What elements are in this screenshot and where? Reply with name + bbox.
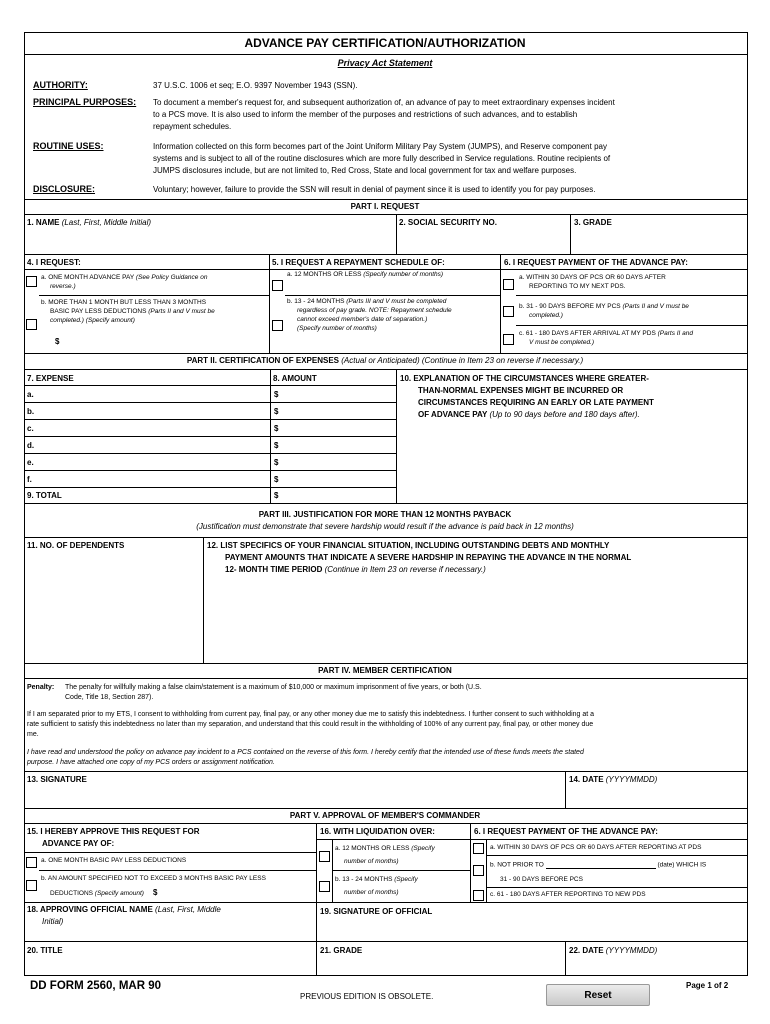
- request-multi-month-checkbox[interactable]: [26, 319, 37, 330]
- divider: [24, 385, 396, 386]
- official-name-field[interactable]: [26, 928, 314, 940]
- amount-field-total[interactable]: [284, 489, 394, 502]
- payment-label: 6. I REQUEST PAYMENT OF THE ADVANCE PAY:: [504, 258, 688, 267]
- repay-13-24-line-4: (Specify number of months): [297, 325, 377, 332]
- expense-row-f: f.: [27, 475, 32, 484]
- repay-13-24-months-checkbox[interactable]: [272, 320, 283, 331]
- approve-within-30-text: a. WITHIN 30 DAYS OF PCS OR 60 DAYS AFTER REPORTING AT PDS: [490, 844, 702, 851]
- payment-within-30-checkbox[interactable]: [503, 279, 514, 290]
- payment-61-180-line-2: V must be completed.): [529, 339, 595, 346]
- grade-label: 3. GRADE: [574, 218, 612, 227]
- repay-13-24-line-1: b. 13 - 24 MONTHS (Parts III and V must be completed: [287, 298, 447, 305]
- approve-amount-checkbox[interactable]: [26, 880, 37, 891]
- amount-field-f[interactable]: [284, 472, 394, 486]
- divider: [316, 839, 748, 840]
- divider: [24, 487, 396, 488]
- member-date-label: 14. DATE (YYYYMMDD): [569, 775, 658, 784]
- official-signature-field[interactable]: [318, 919, 746, 940]
- approve-amount-line-2: DEDUCTIONS (Specify amount) $: [50, 888, 158, 897]
- consent-line-2: rate sufficient to satisfy this indebtedness no later than my separation, and understand that this could result in the withholding of 100% of any current pay, final pay, or other money due: [27, 721, 594, 728]
- name-label: 1. NAME (Last, First, Middle Initial): [27, 218, 152, 227]
- request-label: 4. I REQUEST:: [27, 258, 81, 267]
- approve-61-180-checkbox[interactable]: [473, 890, 484, 901]
- name-field[interactable]: [26, 229, 394, 252]
- signature-label: 13. SIGNATURE: [27, 775, 87, 784]
- obsolete-notice: PREVIOUS EDITION IS OBSOLETE.: [300, 992, 434, 1001]
- official-signature-label: 19. SIGNATURE OF OFFICIAL: [320, 907, 433, 916]
- amount-field-d[interactable]: [284, 438, 394, 452]
- liquidation-13-24-hint: number of months): [344, 889, 399, 896]
- expense-field-c[interactable]: [40, 421, 268, 435]
- approve-one-month-text: a. ONE MONTH BASIC PAY LESS DEDUCTIONS: [41, 857, 187, 864]
- amount-field-b[interactable]: [284, 404, 394, 418]
- routine-line-2: systems and is subject to all of the routine disclosures which are more fully described in Service regulations. Routine recipients of: [153, 154, 611, 163]
- divider: [24, 254, 748, 255]
- approve-amount-line-1: b. AN AMOUNT SPECIFIED NOT TO EXCEED 3 MONTHS BASIC PAY LESS: [41, 875, 266, 882]
- specifics-field[interactable]: [207, 579, 745, 661]
- form-title: ADVANCE PAY CERTIFICATION/AUTHORIZATION: [244, 36, 526, 50]
- request-amount-dollar: $: [55, 337, 60, 346]
- divider: [24, 537, 748, 538]
- official-date-field[interactable]: [567, 957, 746, 974]
- expense-row-c: c.: [27, 424, 34, 433]
- approve-line-1: 15. I HEREBY APPROVE THIS REQUEST FOR: [27, 827, 200, 836]
- routine-label: ROUTINE USES:: [33, 141, 104, 151]
- policy-line-2: purpose. I have attached one copy of my PCS orders or assignment notification.: [27, 759, 275, 766]
- payment-61-180-line-1: c. 61 - 180 DAYS AFTER ARRIVAL AT MY PDS (Parts II and: [519, 330, 694, 337]
- part4-heading: PART IV. MEMBER CERTIFICATION: [318, 666, 452, 675]
- liquidation-12-months-checkbox[interactable]: [319, 851, 330, 862]
- divider: [516, 295, 748, 296]
- payment-31-90-line-2: completed.): [529, 312, 563, 319]
- divider: [24, 663, 748, 664]
- divider: [24, 678, 748, 679]
- part1-heading: PART I. REQUEST: [350, 202, 420, 211]
- repay-12-months-field[interactable]: [287, 282, 497, 293]
- payment-within-30-line-2: REPORTING TO MY NEXT PDS.: [529, 283, 626, 290]
- expense-field-a[interactable]: [40, 387, 268, 401]
- member-signature-field[interactable]: [26, 786, 563, 806]
- specifics-line-1: 12. LIST SPECIFICS OF YOUR FINANCIAL SITUATION, INCLUDING OUTSTANDING DEBTS AND MONTHLY: [207, 541, 610, 550]
- expense-row-e: e.: [27, 458, 34, 467]
- repay-13-24-line-2: regardless of pay grade. NOTE: Repayment schedule: [297, 307, 452, 314]
- part5-heading: PART V. APPROVAL OF MEMBER'S COMMANDER: [289, 811, 481, 820]
- divider: [316, 941, 317, 976]
- amount-dollar-a: $: [274, 390, 279, 399]
- amount-field-e[interactable]: [284, 455, 394, 469]
- grade-field[interactable]: [572, 229, 746, 252]
- request-one-month-hint: reverse.): [50, 283, 76, 290]
- repay-13-24-line-3: cannot exceed member's date of separation.): [297, 316, 428, 323]
- request-one-month-text: a. ONE MONTH ADVANCE PAY (See Policy Guidance on: [41, 274, 208, 281]
- official-name-hint: Initial): [42, 917, 64, 926]
- repay-13-24-field[interactable]: [287, 335, 497, 350]
- divider: [24, 436, 396, 437]
- divider: [24, 453, 396, 454]
- amount-dollar-f: $: [274, 475, 279, 484]
- policy-line-1: I have read and understood the policy on advance pay incident to a PCS contained on the reverse of this form. I hereby certify that the intended use of these funds meets the stated: [27, 749, 584, 756]
- divider: [24, 402, 396, 403]
- expense-field-d[interactable]: [40, 438, 268, 452]
- specifics-line-2: PAYMENT AMOUNTS THAT INDICATE A SEVERE HARDSHIP IN REPAYING THE ADVANCE IN THE NORMAL: [225, 553, 632, 562]
- reset-button[interactable]: Reset: [546, 984, 650, 1006]
- divider: [24, 199, 748, 200]
- divider: [203, 537, 204, 663]
- dependents-label: 11. NO. OF DEPENDENTS: [27, 541, 125, 550]
- form-id: DD FORM 2560, MAR 90: [30, 980, 162, 992]
- privacy-heading: Privacy Act Statement: [337, 58, 433, 68]
- official-name-label: 18. APPROVING OFFICIAL NAME (Last, First, Middle: [27, 905, 221, 914]
- divider: [24, 902, 748, 903]
- part3-heading: PART III. JUSTIFICATION FOR MORE THAN 12 MONTHS PAYBACK: [258, 510, 512, 519]
- title-label: 20. TITLE: [27, 946, 63, 955]
- divider: [570, 214, 571, 254]
- divider: [486, 855, 748, 856]
- divider: [24, 419, 396, 420]
- explain-line-4: OF ADVANCE PAY (Up to 90 days before and 180 days after).: [418, 410, 640, 419]
- official-grade-field[interactable]: [318, 957, 563, 974]
- divider: [516, 325, 748, 326]
- penalty-line-2: Code, Title 18, Section 287).: [65, 694, 154, 701]
- divider: [39, 295, 269, 296]
- purposes-line-1: To document a member's request for, and subsequent authorization of, an advance of pay to meet extraordinary expenses incident: [153, 98, 615, 107]
- approve-payment-label: 6. I REQUEST PAYMENT OF THE ADVANCE PAY:: [474, 827, 658, 836]
- explain-line-2: THAN-NORMAL EXPENSES MIGHT BE INCURRED OR: [418, 386, 624, 395]
- divider: [486, 839, 487, 902]
- divider: [396, 214, 397, 254]
- liquidation-13-24-checkbox[interactable]: [319, 881, 330, 892]
- expense-row-a: a.: [27, 390, 34, 399]
- request-multi-month-line-1: b. MORE THAN 1 MONTH BUT LESS THAN 3 MONTHS: [41, 299, 207, 306]
- liquidation-13-24-text: b. 13 - 24 MONTHS (Specify: [335, 876, 418, 883]
- divider: [24, 214, 748, 215]
- divider: [24, 771, 748, 772]
- divider: [24, 941, 748, 942]
- divider: [486, 887, 748, 888]
- divider: [24, 369, 748, 370]
- divider: [470, 823, 471, 902]
- divider: [24, 470, 396, 471]
- official-date-label: 22. DATE (YYYYMMDD): [569, 946, 658, 955]
- amount-dollar-b: $: [274, 407, 279, 416]
- amount-dollar-e: $: [274, 458, 279, 467]
- payment-61-180-checkbox[interactable]: [503, 334, 514, 345]
- purposes-line-2: to a PCS move. It is also used to inform the member of the purposes and restrictions of such advances, and to establish: [153, 110, 578, 119]
- specifics-line-3: 12- MONTH TIME PERIOD (Continue in Item 23 on reverse if necessary.): [225, 565, 486, 574]
- disclosure-label: DISCLOSURE:: [33, 184, 96, 194]
- liquidation-12-months-text: a. 12 MONTHS OR LESS (Specify: [335, 845, 435, 852]
- divider: [24, 54, 748, 55]
- expense-field-b[interactable]: [40, 404, 268, 418]
- divider: [332, 870, 470, 871]
- expense-row-b: b.: [27, 407, 35, 416]
- dependents-field[interactable]: [26, 554, 201, 660]
- divider: [39, 870, 316, 871]
- payment-31-90-line-1: b. 31 - 90 DAYS BEFORE MY PCS (Parts II and V must be: [519, 303, 689, 310]
- total-label: 9. TOTAL: [27, 491, 62, 500]
- explain-line-3: CIRCUMSTANCES REQUIRING AN EARLY OR LATE PAYMENT: [418, 398, 654, 407]
- payment-within-30-line-1: a. WITHIN 30 DAYS OF PCS OR 60 DAYS AFTER: [519, 274, 666, 281]
- divider: [24, 269, 748, 270]
- purposes-label: PRINCIPAL PURPOSES:: [33, 97, 137, 107]
- explain-line-1: 10. EXPLANATION OF THE CIRCUMSTANCES WHERE GREATER-: [400, 374, 649, 383]
- penalty-line-1: The penalty for willfully making a false claim/statement is a maximum of $10,000 or maximum imprisonment of five years, or both (U.S.: [65, 684, 482, 691]
- amount-field-c[interactable]: [284, 421, 394, 435]
- approve-not-prior-text: b. NOT PRIOR TO (date) WHICH IS: [490, 861, 707, 869]
- consent-line-1: If I am separated prior to my ETS, I consent to withholding from current pay, final pay, or any other money due me to satisfy this indebtedness. I further consent to such withholding at a: [27, 711, 595, 718]
- divider: [565, 941, 566, 976]
- divider: [24, 852, 316, 853]
- approve-amount-dollar: $: [152, 888, 158, 897]
- divider: [565, 771, 566, 808]
- ssn-field[interactable]: [398, 229, 568, 252]
- payment-31-90-checkbox[interactable]: [503, 306, 514, 317]
- liquidation-label: 16. WITH LIQUIDATION OVER:: [320, 827, 435, 836]
- title-field[interactable]: [26, 957, 314, 974]
- amount-field-a[interactable]: [284, 387, 394, 401]
- explanation-field[interactable]: [400, 424, 744, 500]
- disclosure-text: Voluntary; however, failure to provide the SSN will result in denial of payment since it is used to identify you for pay purposes.: [153, 185, 596, 194]
- repay-12-months-checkbox[interactable]: [272, 280, 283, 291]
- amount-dollar-d: $: [274, 441, 279, 450]
- approve-not-prior-checkbox[interactable]: [473, 865, 484, 876]
- liquidation-12-months-hint: number of months): [344, 858, 399, 865]
- part3-subheading: (Justification must demonstrate that severe hardship would result if the advance is paid back in 12 months): [196, 522, 574, 531]
- expense-row-d: d.: [27, 441, 35, 450]
- not-prior-date-line[interactable]: [546, 860, 656, 869]
- amount-label: 8. AMOUNT: [273, 374, 317, 383]
- divider: [24, 353, 748, 354]
- expense-field-f[interactable]: [40, 472, 268, 486]
- authority-text: 37 U.S.C. 1006 et seq; E.O. 9397 November 1943 (SSN).: [153, 81, 358, 90]
- consent-line-3: me.: [27, 731, 39, 738]
- member-date-field[interactable]: [567, 786, 746, 806]
- routine-line-1: Information collected on this form becomes part of the Joint Uniform Military Pay System (JUMPS), and Reserve component pay: [153, 142, 607, 151]
- request-multi-month-line-3: completed.) (Specify amount): [50, 317, 135, 324]
- page-number: Page 1 of 2: [686, 981, 729, 990]
- repay-label: 5. I REQUEST A REPAYMENT SCHEDULE OF:: [272, 258, 445, 267]
- repay-12-months-text: a. 12 MONTHS OR LESS (Specify number of months): [287, 271, 444, 278]
- divider: [316, 823, 317, 941]
- amount-dollar-total: $: [274, 491, 279, 500]
- divider: [24, 823, 748, 824]
- purposes-line-3: repayment schedules.: [153, 122, 232, 131]
- approve-within-30-checkbox[interactable]: [473, 843, 484, 854]
- authority-label: AUTHORITY:: [33, 80, 88, 90]
- request-amount-field[interactable]: [64, 334, 264, 350]
- divider: [24, 808, 748, 809]
- expense-field-e[interactable]: [40, 455, 268, 469]
- approve-one-month-checkbox[interactable]: [26, 857, 37, 868]
- ssn-label: 2. SOCIAL SECURITY NO.: [399, 218, 497, 227]
- divider: [396, 369, 397, 503]
- part2-heading: PART II. CERTIFICATION OF EXPENSES (Actual or Anticipated) (Continue in Item 23 on reverse if necessary.): [186, 356, 584, 365]
- official-grade-label: 21. GRADE: [320, 946, 363, 955]
- routine-line-3: JUMPS disclosures include, but are not limited to, Red Cross, State and local government for tax and welfare purposes.: [153, 166, 577, 175]
- penalty-label: Penalty:: [27, 684, 55, 691]
- amount-dollar-c: $: [274, 424, 279, 433]
- approve-61-180-text: c. 61 - 180 DAYS AFTER REPORTING TO NEW PDS: [490, 891, 646, 898]
- approve-line-2: ADVANCE PAY OF:: [42, 839, 115, 848]
- expense-label: 7. EXPENSE: [27, 374, 74, 383]
- divider: [24, 503, 748, 504]
- divider: [285, 295, 500, 296]
- approve-not-prior-line-2: 31 - 90 DAYS BEFORE PCS: [500, 876, 583, 883]
- request-multi-month-line-2: BASIC PAY LESS DEDUCTIONS (Parts II and V must be: [50, 308, 215, 315]
- request-one-month-checkbox[interactable]: [26, 276, 37, 287]
- approve-amount-field[interactable]: [185, 885, 313, 899]
